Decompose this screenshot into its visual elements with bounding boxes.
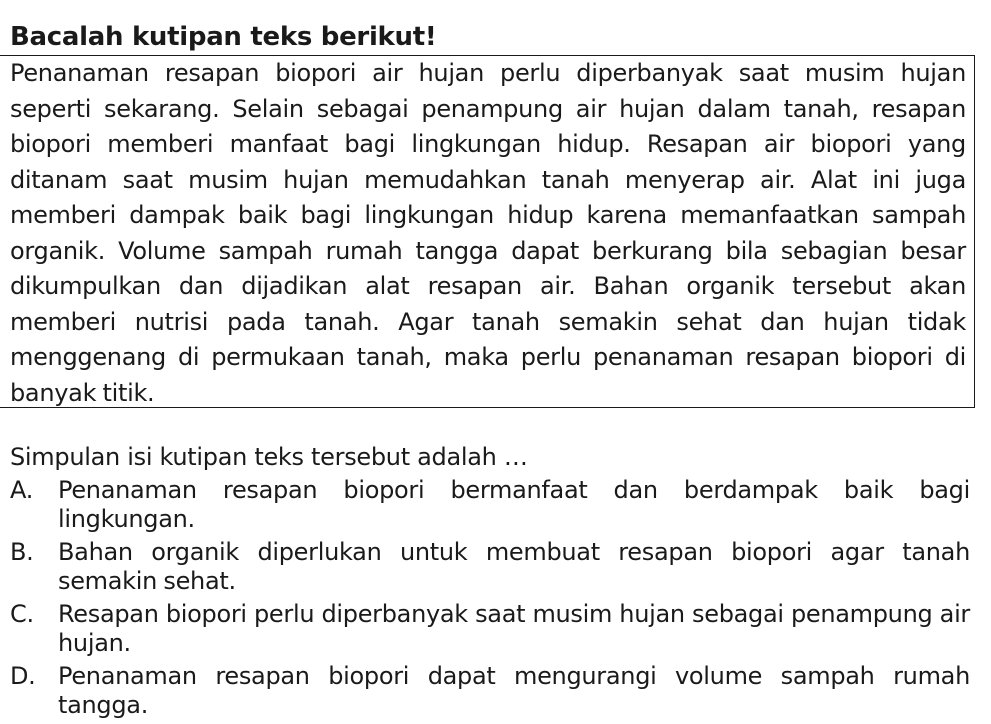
option-text: Penanaman resapan biopori bermanfaat dan berdampak baik bagi lingkungan.	[58, 476, 970, 533]
option-text: Resapan biopori perlu diperbanyak saat musim hujan sebagai penampung air hujan.	[58, 600, 970, 657]
option-letter: B.	[10, 538, 34, 566]
option-d[interactable]	[10, 662, 970, 720]
answer-options	[10, 476, 970, 724]
question-text: Simpulan isi kutipan teks tersebut adalah …	[10, 443, 528, 471]
option-a[interactable]	[10, 476, 970, 534]
passage-text: Penanaman resapan biopori air hujan perlu diperbanyak saat musim hujan seperti sekarang. Selain sebagai penampung air hujan dalam tanah, resapan biopori memberi manfaat bagi lingkungan hidup. Resapan air biopori yang ditanam saat musim hujan memudahkan tanah menyerap air. Alat ini juga memberi dampak baik bagi lingkungan hidup karena memanfaatkan sampah organik. Volume sampah rumah tangga dapat berkurang bila sebagian besar dikumpulkan dan dijadikan alat resapan air. Bahan organik tersebut akan memberi nutrisi pada tanah. Agar tanah semakin sehat dan hujan tidak menggenang di permukaan tanah, maka perlu penanaman resapan biopori di banyak titik.	[10, 59, 966, 407]
passage-box	[0, 55, 975, 408]
option-text: Bahan organik diperlukan untuk membuat resapan biopori agar tanah semakin sehat.	[58, 538, 970, 595]
option-letter: D.	[10, 662, 36, 690]
option-text: Penanaman resapan biopori dapat mengurangi volume sampah rumah tangga.	[58, 662, 970, 719]
page-title: Bacalah kutipan teks berikut!	[10, 22, 437, 52]
option-letter: C.	[10, 600, 34, 628]
option-b[interactable]	[10, 538, 970, 596]
option-c[interactable]	[10, 600, 970, 658]
option-letter: A.	[10, 476, 34, 504]
